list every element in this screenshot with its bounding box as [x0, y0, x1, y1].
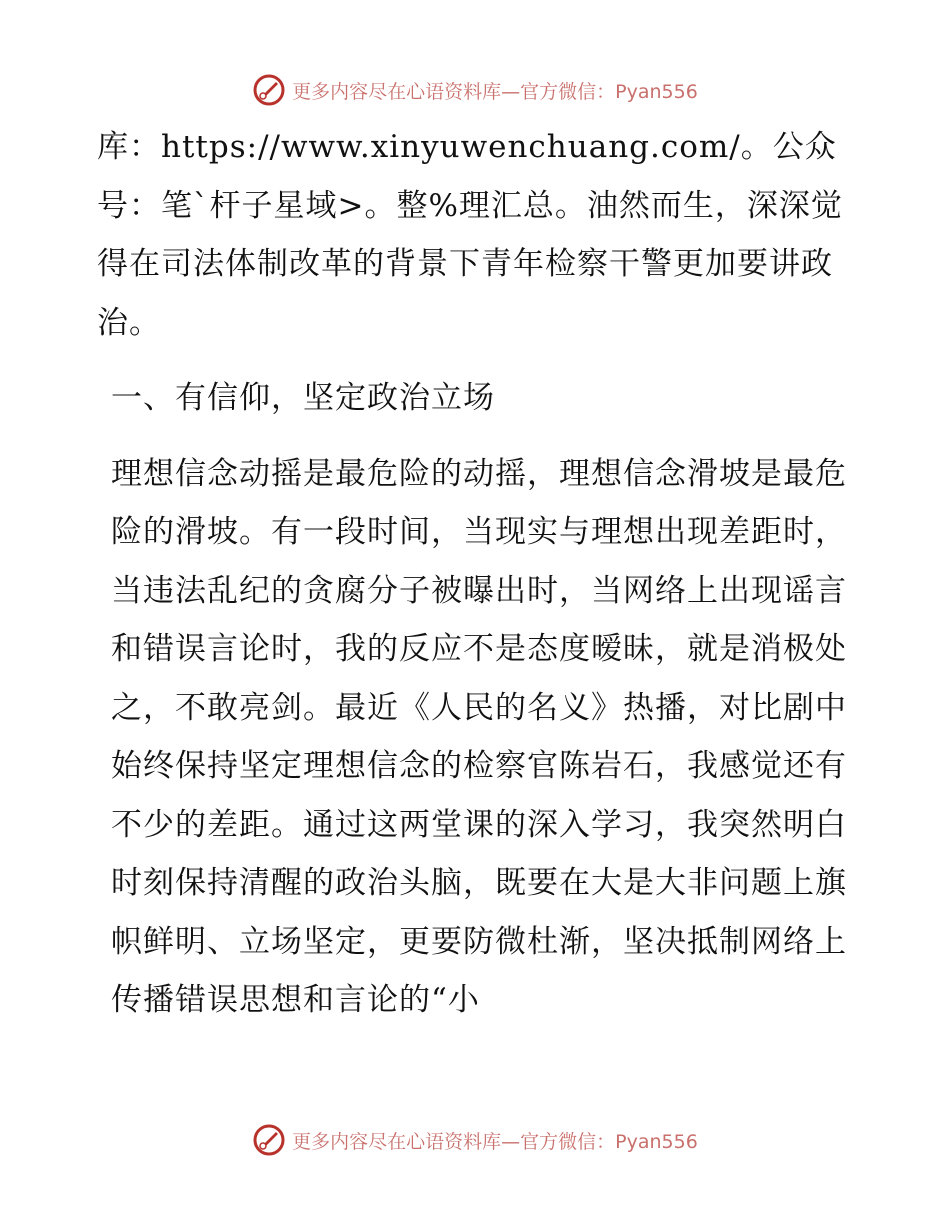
section-heading: 一、有信仰，坚定政治立场 [111, 380, 495, 416]
quill-pen-logo-icon [252, 73, 286, 107]
paragraph-body: 理想信念动摇是最危险的动摇，理想信念滑坡是最危险的滑坡。有一段时间，当现实与理想出现差距时，当违法乱纪的贪腐分子被曝出时，当网络上出现谣言和错误言论时，我的反应不是态度暧昧，就是消极处之，不敢亮剑。最近《人民的名义》热播，对比剧中始终保持坚定理想信念的检察官陈岩石，我感觉还有不少的差距。通过这两堂课的深入学习，我突然明白时刻保持清醒的政治头脑，既要在大是大非问题上旗帜鲜明、立场坚定，更要防微杜渐，坚决抵制网络上传播错误思想和言论的“小 [111, 455, 847, 1018]
quill-pen-logo-icon [252, 1123, 286, 1157]
watermark-text: 更多内容尽在心语资料库—官方微信：Pyan556 [292, 1130, 698, 1153]
paragraph-intro: 库：https://www.xinyuwenchuang.com/。公众号：笔`杆子星域>。整%理汇总。油然而生，深深觉得在司法体制改革的背景下青年检察干警更加要讲政治。 [97, 129, 843, 341]
header-watermark-banner [0, 70, 950, 110]
document-body [97, 118, 857, 1030]
watermark-text: 更多内容尽在心语资料库—官方微信：Pyan556 [292, 80, 698, 103]
footer-watermark-banner [0, 1120, 950, 1160]
